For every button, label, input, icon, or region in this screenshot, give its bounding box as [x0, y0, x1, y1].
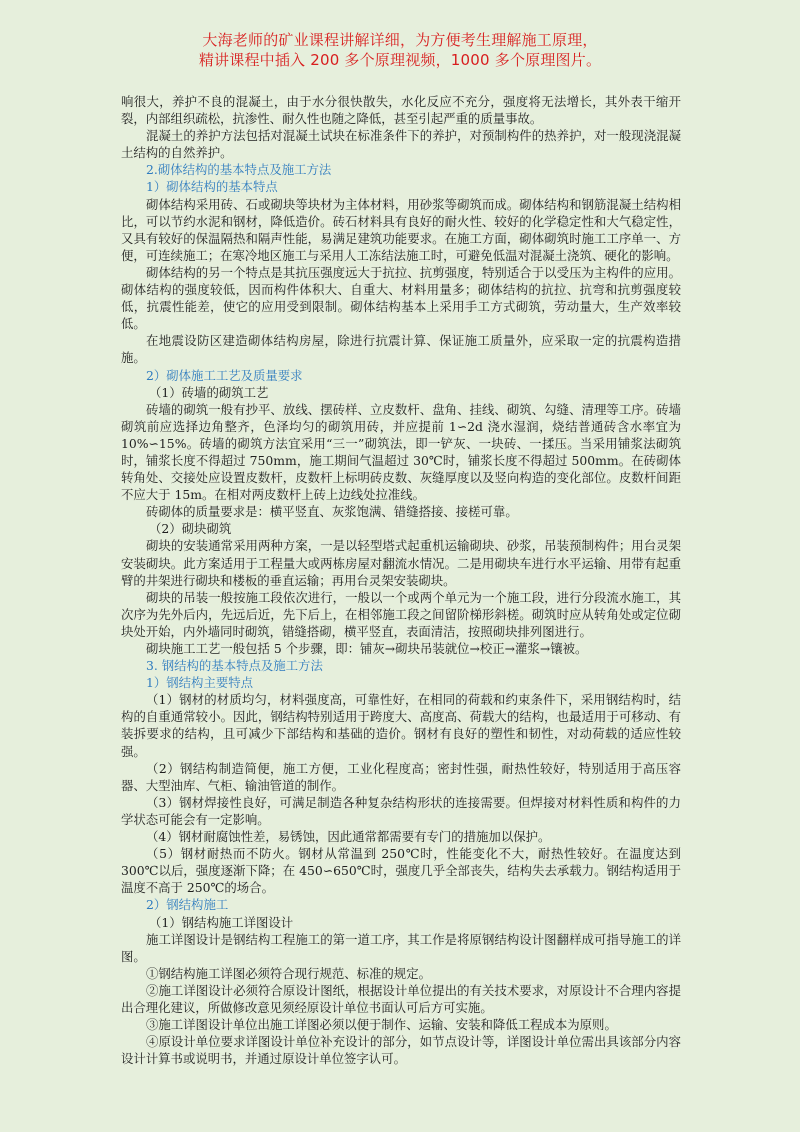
paragraph: ②施工详图设计必须符合原设计图纸，根据设计单位提出的有关技术要求，对原设计不合理内容提出合理化建议，所做修改意见须经原设计单位书面认可后方可实施。 — [121, 982, 681, 1015]
subsection-heading: 1）钢结构主要特点 — [146, 675, 254, 691]
item-heading: （1）钢结构施工详图设计 — [149, 914, 294, 930]
paragraph: 施工详图设计是钢结构工程施工的第一道工序，其工作是将原钢结构设计图翻样成可指导施工的详图。 — [121, 931, 681, 964]
paragraph: 砌体结构的另一个特点是其抗压强度远大于抗拉、抗剪强度，特别适合于以受压为主构件的应用。砌体结构的强度较低，因而构件体积大、自重大、材料用量多；砌体结构的抗拉、抗弯和抗剪强度较低，抗震性能差，使它的应用受到限制。砌体结构基本上采用手工方式砌筑，劳动量大，生产效率较低。 — [121, 264, 681, 332]
subsection-heading: 1）砌体结构的基本特点 — [146, 179, 278, 195]
paragraph: （5）钢材耐热而不防火。钢材从常温到 250℃时，性能变化不大，耐热性较好。在温度达到 300℃以后，强度逐渐下降；在 450∽650℃时，强度几乎全部丧失，结构失去承载力。钢结构适用于温度不高于 250℃的场合。 — [121, 846, 681, 896]
section-heading-masonry: 2.砌体结构的基本特点及施工方法 — [146, 162, 332, 178]
item-heading: （2）砌块砌筑 — [149, 521, 232, 537]
paragraph: ③施工详图设计单位出施工详图必须以便于制作、运输、安装和降低工程成本为原则。 — [146, 1017, 617, 1033]
paragraph: 砖砌体的质量要求是：横平竖直、灰浆饱满、错缝搭接、接槎可靠。 — [146, 504, 518, 520]
paragraph: 砌块施工工艺一般包括 5 个步骤，即：铺灰→砌块吊装就位→校正→灌浆→镶被。 — [146, 641, 588, 656]
paragraph: （1）钢材的材质均匀，材料强度高，可靠性好，在相同的荷载和约束条件下，采用钢结构时，结构的自重通常较小。因此，钢结构特别适用于跨度大、高度高、荷载大的结构，也最适用于可移动、有装拆要求的结构，且可减少下部结构和基础的造价。钢材有良好的塑性和韧性，对动荷载的适应性较强。 — [121, 692, 681, 759]
paragraph: 混凝土的养护方法包括对混凝土试块在标准条件下的养护，对预制构件的热养护，对一般现浇混凝土结构的自然养护。 — [121, 128, 681, 161]
promo-banner — [0, 30, 800, 70]
paragraph: （4）钢材耐腐蚀性差，易锈蚀，因此通常都需要有专门的措施加以保护。 — [146, 829, 551, 845]
paragraph: 砌块的安装通常采用两种方案，一是以轻型塔式起重机运输砌块、砂浆，吊装预制构件；用台灵架安装砌块。此方案适用于工程量大或两栋房屋对翻流水情况。二是用砌块车进行水平运输、用带有起重臂的井架进行砌块和楼板的垂直运输；再用台灵架安装砌块。 — [121, 538, 681, 588]
section-heading-steel: 3. 钢结构的基本特点及施工方法 — [146, 658, 323, 674]
paragraph: 砌体结构采用砖、石或砌块等块材为主体材料，用砂浆等砌筑而成。砌体结构和钢筋混凝土结构相比，可以节约水泥和钢材，降低造价。砖石材料具有良好的耐火性、较好的化学稳定性和大气稳定性，又具有较好的保温隔热和隔声性能，易满足建筑功能要求。在施工方面，砌体砌筑时施工工序单一、方便，可连续施工；在寒冷地区施工与采用人工冻结法施工时，可避免低温对混凝土浇筑、硬化的影响。 — [121, 196, 681, 263]
banner-line-1: 大海老师的矿业课程讲解详细，为方便考生理解施工原理， — [202, 31, 598, 49]
paragraph: ①钢结构施工详图必须符合现行规范、标准的规定。 — [146, 965, 431, 981]
paragraph: ④原设计单位要求详图设计单位补充设计的部分，如节点设计等，详图设计单位需出具该部分内容设计计算书或说明书，并通过原设计单位签字认可。 — [121, 1034, 681, 1067]
banner-line-2: 精讲课程中插入 200 多个原理视频，1000 多个原理图片。 — [198, 51, 602, 69]
paragraph: （3）钢材焊接性良好，可满足制造各种复杂结构形状的连接需要。但焊接对材料性质和构件的力学状态可能会有一定影响。 — [121, 794, 681, 827]
subsection-heading: 2）钢结构施工 — [146, 897, 229, 913]
paragraph: 在地震设防区建造砌体结构房屋，除进行抗震计算、保证施工质量外，应采取一定的抗震构造措施。 — [121, 333, 681, 366]
item-heading: （1）砖墙的砌筑工艺 — [149, 384, 269, 400]
paragraph: （2）钢结构制造简便，施工方便，工业化程度高；密封性强，耐热性较好，特别适用于高压容器、大型油库、气柜、输油管道的制作。 — [121, 760, 681, 793]
document-body — [121, 93, 681, 1067]
subsection-heading: 2）砌体施工工艺及质量要求 — [146, 367, 303, 383]
paragraph: 砌块的吊装一般按施工段依次进行，一般以一个或两个单元为一个施工段，进行分段流水施工，其次序为先外后内，先远后近，先下后上，在相邻施工段之间留阶梯形斜槎。砌筑时应从转角处或定位砌块处开始，内外墙同时砌筑，错缝搭砌，横平竖直，表面清洁，按照砌块排列图进行。 — [121, 589, 681, 639]
paragraph: 砖墙的砌筑一般有抄平、放线、摆砖样、立皮数杆、盘角、挂线、砌筑、勾缝、清理等工序。砖墙砌筑前应选择边角整齐，色泽均匀的砌筑用砖，并应提前 1∽2d 浇水湿润，烧结普通砖含水率宜为 10%∽15%。砖墙的砌筑方法宜采用“三一”砌筑法，即一铲灰、一块砖、一揉压。当采用铺浆法砌筑时，铺浆长度不得超过 750mm，施工期间气温超过 30℃时，铺浆长度不得超过 500mm。在砖砌体转角处、交接处应设置皮数杆，皮数杆上标明砖皮数、灰缝厚度以及竖向构造的变化部位。皮数杆间距不应大于 15m。在相对两皮数杆上砖上边线处拉准线。 — [121, 401, 681, 503]
paragraph: 响很大，养护不良的混凝土，由于水分很快散失，水化反应不充分，强度将无法增长，其外表干缩开裂，内部组织疏松，抗渗性、耐久性也随之降低，甚至引起严重的质量事故。 — [121, 94, 681, 127]
